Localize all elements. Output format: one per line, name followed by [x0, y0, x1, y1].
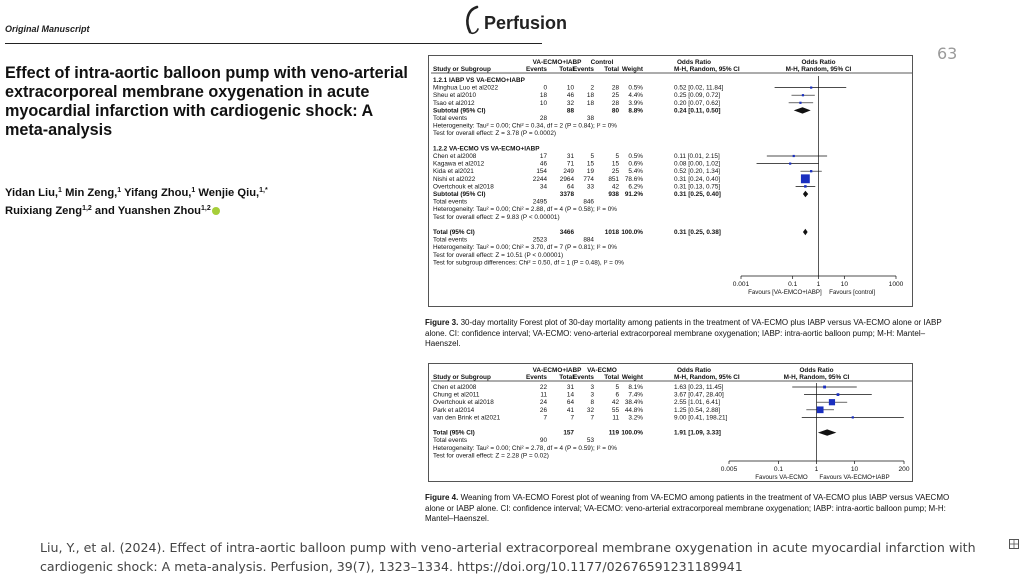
header-total-ctrl: Total — [604, 66, 619, 73]
header-events-ctrl: Events — [573, 66, 594, 73]
orcid-icon[interactable] — [212, 207, 220, 215]
forest-plot-30day-mortality — [428, 55, 913, 307]
header-total-ctrl: Total — [604, 374, 619, 381]
fig3-row-events-ctrl: 15 — [586, 160, 594, 168]
fig4-row-total-exp: 7 — [570, 414, 574, 422]
authors-line-1 — [5, 183, 425, 201]
fig3-favours-left: Favours [VA-EMCO+IABP] — [748, 289, 822, 296]
fig3-row-total-ctrl: 15 — [611, 160, 619, 168]
slide-number: 63 — [937, 44, 958, 63]
or-header-label: Odds Ratio — [676, 367, 712, 374]
header-events-ctrl: Events — [573, 374, 594, 381]
fig3-subtotal-2-label: Subtotal (95% CI) — [433, 191, 486, 198]
fig3-row-study: Kagawa et al2012 — [433, 160, 485, 168]
fig3-subtotal-1-weight: 8.8% — [628, 107, 643, 115]
fig4-total-diamond — [818, 429, 836, 435]
fig4-row-weight: 7.4% — [628, 391, 643, 399]
author-name: Yifang Zhou, — [124, 187, 192, 199]
header-weight: Weight — [621, 374, 643, 381]
header-rule — [5, 43, 542, 44]
fig3-tick-label: 10 — [840, 281, 849, 288]
fig3-row-weight: 0.5% — [628, 84, 643, 92]
fig3-row-events-ctrl: 33 — [586, 183, 594, 191]
fig3-subtotal-2-total-ctrl: 938 — [608, 191, 619, 198]
fig4-row-weight: 44.8% — [624, 406, 643, 414]
fig3-study-5-point — [810, 170, 812, 172]
fig4-tick-label: 0.1 — [773, 466, 784, 473]
header-total-exp: Total — [559, 66, 574, 73]
author-name: and Yuanshen Zhou — [94, 205, 202, 217]
author-affil: 1,2 — [82, 205, 92, 212]
fig3-row-events-ctrl: 2 — [590, 84, 594, 92]
forest-plot-2-svg — [429, 364, 914, 483]
fig4-row-or-ci: 9.00 [0.41, 198.21] — [674, 414, 728, 422]
fig4-total-label: Total (95% CI) — [433, 429, 475, 437]
fig3-row-total-ctrl: 42 — [611, 183, 619, 191]
fig3-row-weight: 78.6% — [624, 175, 643, 183]
fig3-test-2: Test for overall effect: Z = 9.83 (P < 0.00001) — [433, 213, 560, 221]
fig3-tick-label: 0.001 — [732, 281, 750, 288]
fig3-row-total-ctrl: 851 — [608, 175, 619, 183]
fig4-row-study: Overtchouk et al2018 — [433, 399, 494, 407]
fig3-events-total-events-ctrl: 884 — [583, 236, 594, 244]
fig3-study-7-point — [804, 185, 806, 187]
fig4-tick-label: 0.005 — [720, 466, 738, 473]
fig4-row-events-ctrl: 32 — [586, 406, 594, 414]
fig3-row-total-exp: 32 — [566, 99, 574, 107]
fig3-row-study: Nishi et al2022 — [433, 175, 476, 183]
subgroup-2-title: 1.2.2 VA-ECMO VS VA-ECMO+IABP — [433, 145, 540, 153]
fig4-total-weight: 100.0% — [621, 429, 643, 437]
author-affil: 1 — [117, 187, 122, 194]
fig4-row-events-exp: 7 — [543, 414, 547, 422]
group-label-ctrl: Control — [590, 59, 614, 66]
group-label-ctrl: VA-ECMO — [587, 367, 617, 374]
fig3-row-study: Overtchouk et al2018 — [433, 183, 494, 191]
fig4-tick-label: 200 — [898, 466, 910, 473]
fig4-row-total-exp: 41 — [566, 406, 574, 414]
or-header-label: Odds Ratio — [676, 59, 712, 66]
fig3-events-2-events-ctrl: 846 — [583, 198, 594, 206]
fig3-total-total-ctrl: 1018 — [604, 229, 619, 236]
fig3-het-2: Heterogeneity: Tau² = 0.00; Chi² = 2.88, df = 4 (P = 0.58); I² = 0% — [433, 206, 617, 214]
author-affil: 1 — [58, 187, 62, 194]
author-name: Ruixiang Zeng — [5, 205, 83, 217]
fig3-row-total-ctrl: 5 — [615, 153, 619, 160]
fig3-row-total-exp: 2964 — [559, 175, 574, 183]
fig3-events-total-label: Total events — [433, 236, 468, 244]
fig3-row-study: Sheu et al2010 — [433, 92, 476, 100]
perfusion-logo-icon — [462, 4, 484, 38]
fig4-row-events-ctrl: 7 — [590, 414, 594, 422]
fig4-tick-label: 10 — [850, 466, 859, 473]
fig4-row-total-exp: 31 — [566, 384, 574, 391]
fig3-events-1-events-exp: 28 — [539, 115, 547, 122]
fig3-row-total-ctrl: 25 — [611, 92, 619, 100]
fig3-tick-label: 0.1 — [788, 281, 798, 288]
fig3-row-events-exp: 46 — [539, 160, 547, 168]
header-total-exp: Total — [559, 374, 574, 381]
fig3-subtotal-1-total-exp: 88 — [566, 107, 574, 115]
header-events-exp: Events — [526, 66, 547, 73]
fig3-row-or-ci: 0.11 [0.01, 2.15] — [674, 153, 720, 160]
fig4-favours-left: Favours VA-ECMO — [755, 474, 808, 481]
journal-logo — [462, 4, 567, 38]
fig3-row-total-exp: 71 — [566, 160, 574, 168]
fig4-row-study: Chen et al2008 — [433, 384, 477, 391]
fig3-subtotal-2-weight: 91.2% — [624, 191, 643, 198]
fig3-row-total-ctrl: 28 — [611, 99, 619, 107]
header-events-exp: Events — [526, 374, 547, 381]
fig4-events-total-label: Total events — [433, 437, 468, 445]
fig3-row-or-ci: 0.08 [0.00, 1.02] — [674, 160, 721, 168]
fig3-row-study: Chen et al2008 — [433, 153, 477, 160]
fig3-events-2-label: Total events — [433, 198, 468, 206]
fig3-row-events-ctrl: 19 — [586, 168, 594, 176]
fig4-row-events-exp: 22 — [539, 384, 547, 391]
fig3-row-weight: 0.6% — [628, 160, 643, 168]
fig3-total-weight: 100.0% — [621, 229, 643, 236]
header-study: Study or Subgroup — [433, 374, 491, 381]
fig3-subtotal-1-or-ci: 0.24 [0.11, 0.50] — [674, 107, 721, 115]
fig3-row-events-ctrl: 18 — [586, 99, 594, 107]
fig3-subtotal-1-total-ctrl: 80 — [611, 107, 619, 115]
fig4-study-4-point — [852, 416, 854, 418]
fig3-row-total-exp: 46 — [566, 92, 574, 100]
fig4-total-total-exp: 157 — [563, 429, 574, 437]
fig4-row-total-exp: 14 — [566, 391, 574, 399]
fig3-row-total-exp: 10 — [566, 84, 574, 92]
header-or-plot-method: M-H, Random, 95% CI — [783, 374, 850, 381]
fig4-study-2-point — [829, 399, 835, 405]
header-or-method: M-H, Random, 95% CI — [674, 66, 740, 73]
journal-name: Perfusion — [484, 13, 568, 33]
header-weight: Weight — [621, 66, 643, 73]
header-or-method: M-H, Random, 95% CI — [674, 374, 740, 381]
fig4-row-total-ctrl: 6 — [615, 391, 619, 399]
authors-line-2 — [5, 201, 425, 219]
fig3-tick-label: 1 — [816, 281, 821, 288]
fig3-study-1-point — [802, 94, 804, 96]
fig4-row-or-ci: 3.67 [0.47, 28.40] — [674, 391, 724, 399]
fig3-row-events-exp: 2244 — [532, 175, 547, 183]
fig3-row-events-ctrl: 5 — [590, 153, 594, 160]
fig3-test-total: Test for overall effect: Z = 10.51 (P < 0.00001) — [433, 251, 564, 259]
fig3-row-weight: 6.2% — [628, 183, 643, 191]
fig3-row-study: Tsao et al2012 — [433, 99, 475, 107]
figure-3-label: Figure 3. — [425, 318, 459, 327]
fig3-het-total: Heterogeneity: Tau² = 0.00; Chi² = 3.70, df = 7 (P = 0.81); I² = 0% — [433, 244, 617, 252]
fig3-row-study: Minghua Luo et al2022 — [433, 84, 499, 92]
fig3-row-events-exp: 34 — [539, 183, 547, 191]
fig3-subtotal-1-diamond — [794, 107, 811, 113]
author-list — [5, 183, 425, 219]
expand-icon[interactable] — [1009, 539, 1019, 549]
fig4-row-or-ci: 1.63 [0.23, 11.45] — [674, 384, 724, 391]
group-label-exp: VA-ECMO+IABP — [532, 367, 582, 374]
fig3-row-total-exp: 249 — [563, 168, 574, 176]
fig3-row-events-ctrl: 774 — [583, 175, 594, 183]
fig3-row-or-ci: 0.31 [0.13, 0.75] — [674, 183, 721, 191]
fig3-row-weight: 4.4% — [628, 92, 643, 100]
fig3-subtotal-2-total-exp: 3378 — [559, 191, 574, 198]
fig4-row-total-ctrl: 55 — [611, 406, 619, 414]
fig3-row-or-ci: 0.52 [0.20, 1.34] — [674, 168, 721, 176]
author-name: Min Zeng, — [65, 187, 118, 199]
fig4-row-weight: 8.1% — [628, 384, 643, 391]
author-affil: 1 — [191, 187, 196, 194]
fig3-subtotal-1-label: Subtotal (95% CI) — [433, 107, 486, 115]
fig3-row-weight: 5.4% — [628, 168, 643, 176]
fig3-study-3-point — [793, 155, 795, 157]
fig4-row-events-ctrl: 3 — [590, 391, 594, 399]
fig3-het-1: Heterogeneity: Tau² = 0.00; Chi² = 0.34, df = 2 (P = 0.84); I² = 0% — [433, 122, 617, 130]
fig3-row-events-exp: 0 — [543, 84, 547, 92]
fig4-het-total: Heterogeneity: Tau² = 0.00; Chi² = 2.78, df = 4 (P = 0.59); I² = 0% — [433, 444, 617, 452]
fig3-row-or-ci: 0.31 [0.24, 0.40] — [674, 175, 721, 183]
fig3-events-1-label: Total events — [433, 115, 468, 122]
fig4-tick-label: 1 — [814, 466, 819, 473]
header-label: Original Manuscript — [5, 24, 90, 34]
header-or-plot-method: M-H, Random, 95% CI — [785, 66, 852, 73]
fig4-row-events-ctrl: 3 — [590, 384, 594, 391]
fig3-subtotal-2-or-ci: 0.31 [0.25, 0.40] — [674, 191, 721, 198]
forest-plot-weaning — [428, 363, 913, 482]
figure-4-caption-text: Weaning from VA-ECMO Forest plot of weaning from VA-ECMO among patients in the treatment of VA-ECMO plus IABP versus VAECMO alone or IABP alone. CI: confidence interval; VA-ECMO: veno-arterial extracorporeal membrane oxygenation; IABP: intra-aortic balloon pump; M-H: Mantel–Haenszel. — [425, 493, 950, 523]
author-name: Yidan Liu, — [5, 187, 59, 199]
fig4-row-total-ctrl: 11 — [612, 414, 619, 422]
fig3-total-or-ci: 0.31 [0.25, 0.38] — [674, 229, 721, 236]
fig3-row-events-exp: 18 — [539, 92, 547, 100]
fig3-row-or-ci: 0.25 [0.09, 0.72] — [674, 92, 721, 100]
fig3-row-total-ctrl: 25 — [611, 168, 619, 176]
fig4-row-events-exp: 11 — [540, 391, 547, 399]
fig3-tick-label: 1000 — [888, 281, 904, 288]
fig3-subtotal-2-diamond — [803, 191, 808, 197]
author-name: Wenjie Qiu, — [198, 187, 260, 199]
fig4-row-study: Park et al2014 — [433, 406, 475, 414]
fig3-row-events-exp: 10 — [539, 99, 547, 107]
figure-4-caption — [425, 493, 955, 525]
fig3-study-0-point — [810, 87, 812, 89]
citation-text: Liu, Y., et al. (2024). Effect of intra-aortic balloon pump with veno-arterial extracorporeal membrane oxygenation in acute myocardial infarction with cardiogenic shock: A meta-analysis. Perfusion, 39(7), 1323–1334. https://doi.org/10.1177/02676591231189941 — [40, 540, 976, 574]
fig3-row-total-ctrl: 28 — [611, 84, 619, 92]
fig3-events-total-events-exp: 2523 — [532, 236, 547, 244]
or-plot-header-label: Odds Ratio — [801, 59, 836, 66]
fig3-row-study: Kida et al2021 — [433, 168, 474, 176]
fig4-row-events-ctrl: 8 — [590, 399, 594, 407]
fig4-row-total-ctrl: 42 — [611, 399, 619, 407]
fig3-row-or-ci: 0.52 [0.02, 11.84] — [674, 84, 724, 92]
fig3-events-1-events-ctrl: 38 — [586, 115, 594, 122]
figure-3-caption — [425, 318, 955, 350]
fig4-favours-right: Favours VA-ECMO+IABP — [819, 474, 890, 481]
fig3-row-weight: 0.5% — [628, 153, 643, 160]
fig3-total-label: Total (95% CI) — [433, 229, 475, 236]
fig4-row-weight: 38.4% — [624, 399, 643, 407]
fig3-row-events-ctrl: 18 — [586, 92, 594, 100]
fig3-total-total-exp: 3466 — [559, 229, 574, 236]
fig3-test-subgroup: Test for subgroup differences: Chi² = 0.50, df = 1 (P = 0.48), I² = 0% — [433, 259, 624, 267]
author-affil: 1,2 — [201, 205, 211, 212]
fig4-row-weight: 3.2% — [628, 414, 643, 422]
fig3-events-2-events-exp: 2495 — [532, 198, 547, 206]
fig4-row-study: Chung et al2011 — [433, 391, 480, 399]
fig4-row-total-exp: 64 — [566, 399, 574, 407]
author-affil: 1,* — [259, 187, 268, 194]
figure-3-caption-text: 30-day mortality Forest plot of 30-day mortality among patients in the treatment of VA-ECMO plus IABP versus VA-ECMO alone or IABP alone. CI: confidence interval; VA-ECMO: veno-arterial extracorporeal membrane oxygenation; IABP: intra-aortic balloon pump; M-H: Mantel–Haenszel. — [425, 318, 942, 348]
fig3-test-1: Test for overall effect: Z = 3.78 (P = 0.0002) — [433, 130, 557, 138]
fig3-study-2-point — [799, 102, 801, 104]
figure-4-label: Figure 4. — [425, 493, 459, 502]
fig4-events-total-events-ctrl: 53 — [586, 437, 594, 445]
group-label-exp: VA-ECMO+IABP — [532, 59, 582, 66]
fig3-row-total-exp: 64 — [566, 183, 574, 191]
subgroup-1-title: 1.2.1 IABP VS VA-ECMO+IABP — [433, 77, 525, 84]
fig3-study-6-point — [801, 174, 810, 183]
or-plot-header-label: Odds Ratio — [799, 367, 834, 374]
fig3-favours-right: Favours [control] — [829, 289, 876, 296]
header-study: Study or Subgroup — [433, 66, 491, 73]
fig4-test-total: Test for overall effect: Z = 2.28 (P = 0.02) — [433, 452, 549, 460]
paper-title: Effect of intra-aortic balloon pump with veno-arterial extracorporeal membrane oxygenation in acute myocardial infarction with cardiogenic shock: A meta-analysis — [5, 64, 408, 139]
fig4-row-study: van den Brink et al2021 — [433, 414, 501, 422]
fig3-row-total-exp: 31 — [566, 153, 574, 160]
fig3-total-diamond — [803, 229, 808, 235]
forest-plot-1-svg — [429, 56, 914, 308]
fig3-row-weight: 3.9% — [628, 99, 643, 107]
fig4-study-3-point — [817, 406, 824, 413]
fig4-row-events-exp: 24 — [539, 399, 547, 407]
fig4-study-1-point — [837, 393, 840, 396]
fig3-row-events-exp: 17 — [539, 153, 547, 160]
fig3-study-4-point — [789, 163, 791, 165]
fig4-events-total-events-exp: 90 — [539, 437, 547, 445]
fig4-total-or-ci: 1.91 [1.09, 3.33] — [674, 429, 721, 437]
fig4-row-or-ci: 1.25 [0.54, 2.88] — [674, 406, 721, 414]
fig3-row-or-ci: 0.20 [0.07, 0.62] — [674, 99, 721, 107]
fig4-row-or-ci: 2.55 [1.01, 6.41] — [674, 399, 721, 407]
fig4-study-0-point — [823, 386, 826, 389]
fig3-row-events-exp: 154 — [536, 168, 547, 176]
fig4-row-events-exp: 26 — [539, 406, 547, 414]
fig4-total-total-ctrl: 119 — [608, 429, 619, 437]
fig4-row-total-ctrl: 5 — [615, 384, 619, 391]
